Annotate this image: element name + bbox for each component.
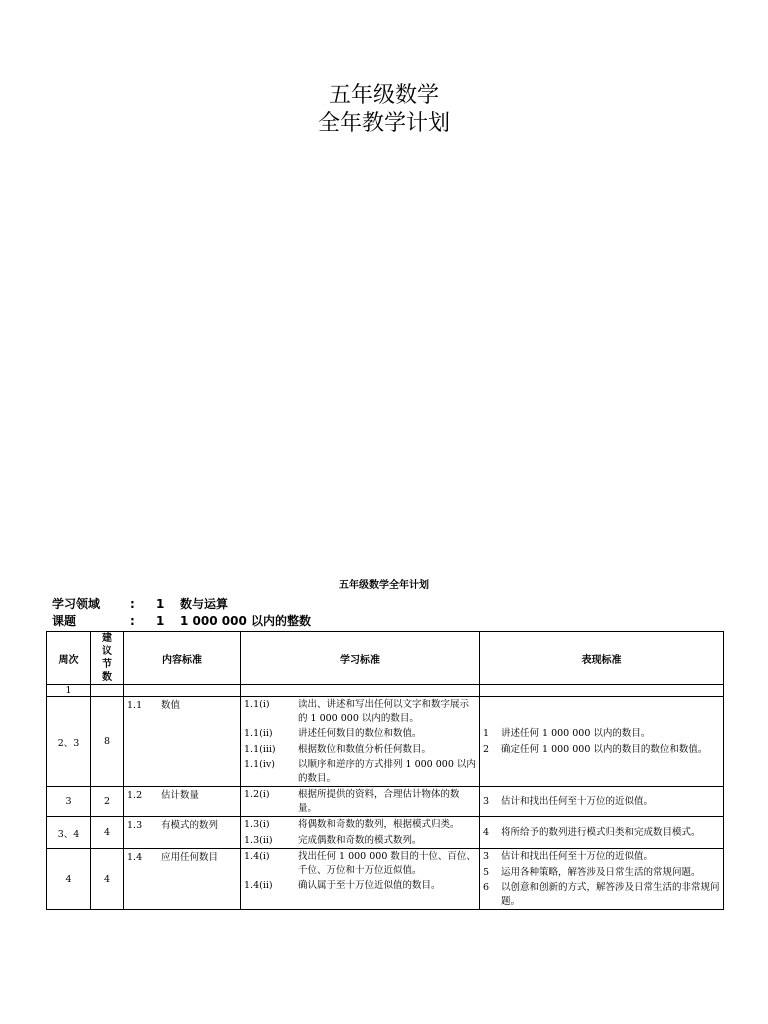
learning-item	[241, 726, 479, 742]
learning-code: 1.4(ii)	[244, 880, 273, 891]
content-text: 估计数量	[161, 790, 200, 801]
topic-number: 1	[156, 614, 165, 628]
header-performance-standard: 表现标准	[480, 632, 724, 685]
learning-cell	[241, 817, 480, 849]
performance-item	[480, 794, 723, 810]
week-cell: 1	[47, 685, 91, 697]
topic-label: 课题	[52, 614, 77, 628]
performance-number: 1	[483, 728, 490, 739]
learning-code: 1.4(i)	[244, 851, 270, 862]
performance-cell	[480, 685, 724, 697]
performance-item	[480, 726, 723, 742]
learning-area-number: 1	[156, 597, 165, 611]
learning-item	[241, 817, 479, 833]
teaching-plan-table	[46, 631, 724, 910]
header-suggested-lessons-char: 节	[102, 659, 112, 670]
performance-text: 确定任何 1 000 000 以内的数目的数位和数值。	[501, 743, 708, 755]
content-text: 应用任何数目	[161, 852, 219, 863]
table-row	[47, 685, 724, 697]
topic-colon: :	[130, 614, 135, 628]
cover-title-line2: 全年教学计划	[317, 111, 450, 136]
header-week: 周次	[47, 632, 91, 685]
topic-value: 1 000 000 以内的整数	[180, 614, 311, 628]
learning-code: 1.1(iv)	[244, 759, 275, 770]
document-header: 五年级数学全年计划	[339, 580, 429, 591]
content-code: 1.1	[127, 700, 143, 711]
learning-area-value: 数与运算	[180, 597, 229, 611]
performance-text: 将所给予的数列进行模式归类和完成数目模式。	[501, 826, 701, 838]
learning-code: 1.1(ii)	[244, 728, 273, 739]
content-cell	[124, 849, 241, 910]
learning-code: 1.1(iii)	[244, 743, 276, 755]
learning-item	[241, 878, 479, 894]
learning-text: 读出、讲述和写出任何以文字和数字展示的 1 000 000 以内的数目。	[298, 699, 470, 724]
table-row	[47, 787, 724, 817]
header-learning-standard: 学习标准	[241, 632, 480, 685]
content-cell	[124, 685, 241, 697]
content-text: 有模式的数列	[161, 820, 219, 831]
learning-area-colon: :	[130, 597, 135, 611]
performance-cell	[480, 697, 724, 787]
learning-text: 将偶数和奇数的数列，根据模式归类。	[298, 819, 460, 830]
header-suggested-lessons-char: 议	[102, 646, 112, 657]
performance-item	[480, 880, 723, 909]
table-row	[47, 817, 724, 849]
lessons-cell: 4	[91, 817, 124, 849]
table-row	[47, 849, 724, 910]
lessons-cell: 2	[91, 787, 124, 817]
learning-text: 以顺序和逆序的方式排列 1 000 000 以内的数目。	[298, 759, 476, 784]
week-cell: 3、4	[47, 817, 91, 849]
content-item	[124, 849, 240, 866]
content-item	[124, 787, 240, 804]
learning-cell	[241, 685, 480, 697]
performance-cell	[480, 849, 724, 910]
content-code: 1.2	[127, 790, 143, 801]
performance-cell	[480, 817, 724, 849]
performance-number: 6	[483, 882, 490, 893]
content-code: 1.4	[127, 852, 143, 863]
learning-item	[241, 697, 479, 726]
week-cell: 4	[47, 849, 91, 910]
learning-area-label: 学习领域	[52, 597, 101, 611]
learning-item	[241, 849, 479, 878]
content-text: 数值	[161, 700, 181, 711]
content-cell	[124, 787, 241, 817]
header-content-standard: 内容标准	[124, 632, 241, 685]
performance-text: 以创意和创新的方式，解答涉及日常生活的非常规问题。	[501, 882, 720, 907]
learning-item	[241, 757, 479, 786]
learning-text: 找出任何 1 000 000 数目的十位、百位、千位、万位和十万位近似值。	[298, 851, 476, 876]
performance-text: 讲述任何 1 000 000 以内的数目。	[501, 728, 651, 739]
performance-number: 5	[483, 866, 490, 878]
performance-item	[480, 742, 723, 758]
cover-title-line1: 五年级数学	[328, 83, 439, 108]
learning-cell	[241, 787, 480, 817]
learning-text: 讲述任何数目的数位和数值。	[298, 728, 422, 739]
learning-code: 1.3(ii)	[244, 834, 273, 846]
week-cell: 3	[47, 787, 91, 817]
content-code: 1.3	[127, 820, 143, 831]
header-suggested-lessons-char: 数	[102, 672, 112, 683]
performance-text: 估计和找出任何至十万位的近似值。	[501, 851, 654, 862]
learning-item	[241, 742, 479, 758]
performance-text: 运用各种策略，解答涉及日常生活的常规问题。	[501, 866, 701, 878]
learning-item	[241, 833, 479, 849]
learning-item	[241, 787, 479, 816]
performance-item	[480, 849, 723, 865]
lessons-cell: 8	[91, 697, 124, 787]
learning-text: 根据所提供的资料，合理估计物体的数量。	[298, 789, 460, 814]
learning-code: 1.3(i)	[244, 819, 270, 830]
performance-number: 2	[483, 743, 490, 755]
performance-text: 估计和找出任何至十万位的近似值。	[501, 795, 654, 807]
learning-text: 确认属于至十万位近似值的数目。	[298, 880, 441, 891]
header-suggested-lessons	[91, 632, 124, 685]
performance-item	[480, 825, 723, 841]
content-item	[124, 697, 240, 714]
learning-code: 1.2(i)	[244, 789, 270, 800]
week-cell: 2、3	[47, 697, 91, 787]
table-header-row	[47, 632, 724, 685]
performance-item	[480, 865, 723, 881]
content-cell	[124, 817, 241, 849]
lessons-cell: 4	[91, 849, 124, 910]
learning-code: 1.1(i)	[244, 699, 270, 710]
content-item	[124, 817, 240, 834]
table-row	[47, 697, 724, 787]
lessons-cell	[91, 685, 124, 697]
learning-text: 完成偶数和奇数的模式数列。	[298, 834, 422, 846]
performance-number: 4	[483, 826, 490, 838]
performance-cell	[480, 787, 724, 817]
learning-cell	[241, 697, 480, 787]
learning-text: 根据数位和数值分析任何数目。	[298, 743, 432, 755]
header-suggested-lessons-char: 建	[102, 633, 112, 644]
content-cell	[124, 697, 241, 787]
learning-cell	[241, 849, 480, 910]
performance-number: 3	[483, 795, 490, 807]
performance-number: 3	[483, 851, 490, 862]
